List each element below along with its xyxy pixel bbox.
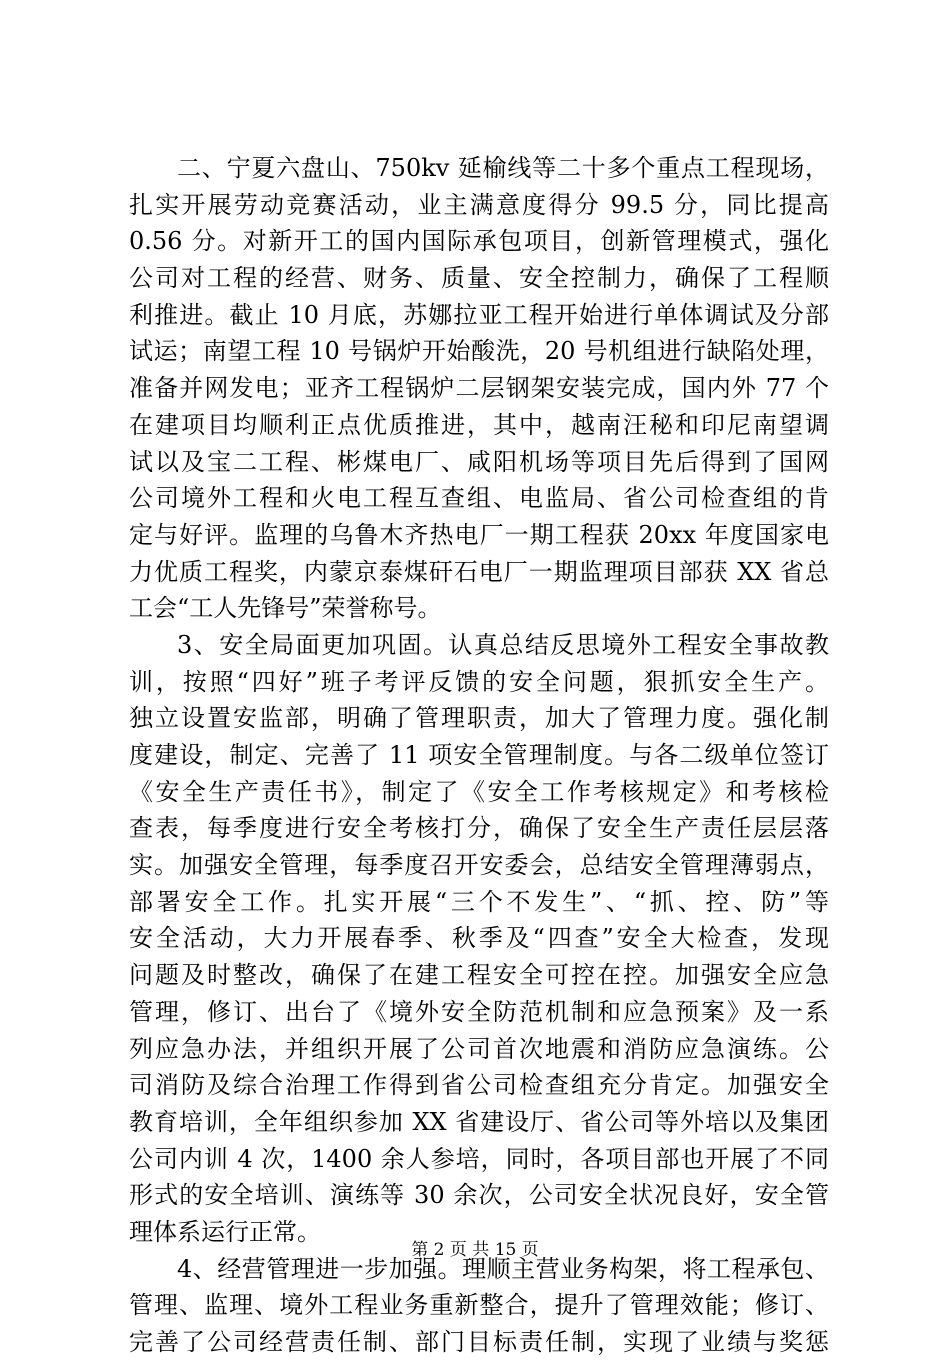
text-line: 公司境外工程和火电工程互查组、电监局、省公司检查组的肯 — [129, 484, 829, 513]
text-line: 教育培训，全年组织参加 XX 省建设厅、省公司等外培以及集团 — [129, 1107, 829, 1136]
text-line: 利推进。截止 10 月底，苏娜拉亚工程开始进行单体调试及分部 — [129, 300, 829, 329]
text-line: 扎实开展劳动竞赛活动，业主满意度得分 99.5 分，同比提高 — [129, 190, 829, 219]
text-line: 定与好评。监理的乌鲁木齐热电厂一期工程获 20xx 年度国家电 — [129, 520, 829, 549]
text-line: 完善了公司经营责任制、部门目标责任制，实现了业绩与奖惩 — [129, 1328, 829, 1356]
text-line: 查表，每季度进行安全考核打分，确保了安全生产责任层层落 — [129, 814, 829, 843]
text-line: 《安全生产责任书》，制定了《安全工作考核规定》和考核检 — [129, 777, 829, 806]
text-line: 管理、监理、境外工程业务重新整合，提升了管理效能；修订、 — [129, 1291, 829, 1320]
text-line: 试运；南望工程 10 号锅炉开始酸洗，20 号机组进行缺陷处理， — [129, 337, 829, 366]
text-line: 列应急办法，并组织开展了公司首次地震和消防应急演练。公 — [129, 1034, 829, 1063]
text-line: 司消防及综合治理工作得到省公司检查组充分肯定。加强安全 — [129, 1071, 829, 1100]
text-line: 4、经营管理进一步加强。理顺主营业务构架，将工程承包、 — [177, 1254, 829, 1283]
text-line: 试以及宝二工程、彬煤电厂、咸阳机场等项目先后得到了国网 — [129, 447, 829, 476]
text-line: 公司内训 4 次，1400 余人参培，同时，各项目部也开展了不同 — [129, 1144, 829, 1173]
text-line: 准备并网发电；亚齐工程锅炉二层钢架安装完成，国内外 77 个 — [129, 374, 829, 403]
text-line: 度建设，制定、完善了 11 项安全管理制度。与各二级单位签订 — [129, 741, 829, 769]
page-footer: 第 2 页 共 15 页 — [411, 1240, 539, 1260]
text-line: 公司对工程的经营、财务、质量、安全控制力，确保了工程顺 — [129, 264, 829, 293]
text-line: 安全活动，大力开展春季、秋季及“四查”安全大检查，发现 — [129, 924, 829, 953]
text-line: 二、宁夏六盘山、750kv 延榆线等二十多个重点工程现场， — [177, 154, 829, 182]
text-line: 实。加强安全管理，每季度召开安委会，总结安全管理薄弱点， — [129, 851, 829, 880]
text-line: 0.56 分。对新开工的国内国际承包项目，创新管理模式，强化 — [129, 227, 829, 256]
document-body — [129, 150, 829, 1361]
text-line: 部署安全工作。扎实开展“三个不发生”、“抓、控、防”等 — [129, 887, 829, 916]
text-line: 理体系运行正常。 — [129, 1217, 321, 1246]
text-line: 力优质工程奖，内蒙京泰煤矸石电厂一期监理项目部获 XX 省总 — [129, 557, 829, 586]
text-line: 3、安全局面更加巩固。认真总结反思境外工程安全事故教 — [177, 630, 829, 659]
text-line: 管理，修订、出台了《境外安全防范机制和应急预案》及一系 — [129, 997, 829, 1026]
text-line: 问题及时整改，确保了在建工程安全可控在控。加强安全应急 — [129, 961, 829, 990]
text-line: 独立设置安监部，明确了管理职责，加大了管理力度。强化制 — [129, 704, 829, 733]
text-line: 训，按照“四好”班子考评反馈的安全问题，狠抓安全生产。 — [129, 667, 829, 696]
text-line: 在建项目均顺利正点优质推进，其中，越南汪秘和印尼南望调 — [129, 410, 829, 439]
text-line: 形式的安全培训、演练等 30 余次，公司安全状况良好，安全管 — [129, 1181, 829, 1210]
text-line: 工会“工人先锋号”荣誉称号。 — [129, 594, 442, 623]
